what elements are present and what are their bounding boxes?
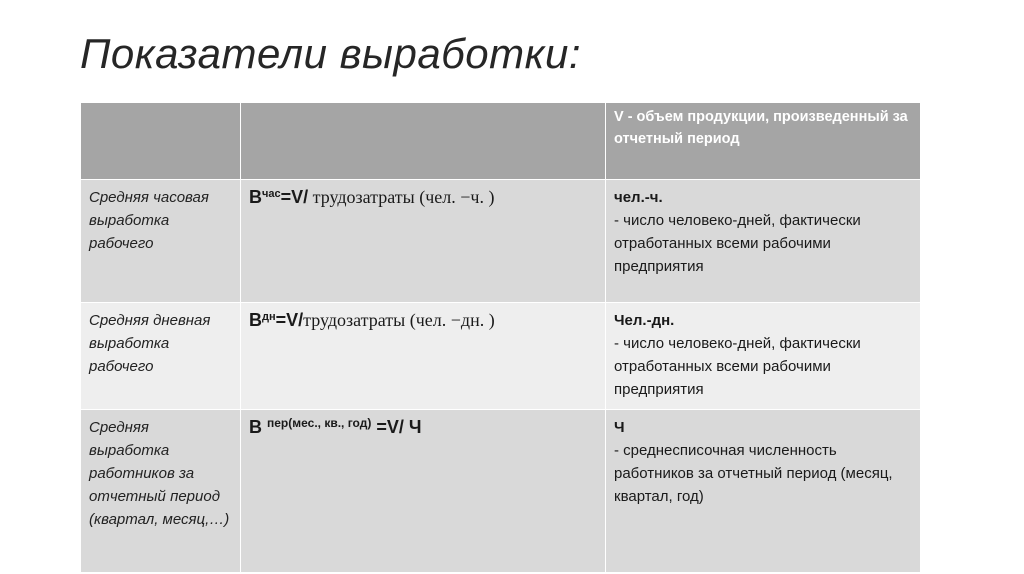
- indicator-name: Средняя дневная выработка рабочего: [81, 303, 241, 410]
- header-cell-volume-note: V - объем продукции, произведенный за отчетный период: [606, 103, 921, 180]
- header-cell-formula: [241, 103, 606, 180]
- table-header-row: [81, 103, 921, 180]
- unit-description: - среднесписочная численность работников за отчетный период (месяц, квартал, год): [614, 442, 893, 505]
- formula-denominator: трудозатраты (чел. −дн. ): [303, 310, 495, 330]
- formula-main: =V/: [280, 187, 309, 207]
- metrics-table: [80, 102, 921, 573]
- formula-main: =V/: [275, 310, 304, 330]
- indicator-formula: [241, 303, 606, 410]
- formula-base: В: [249, 310, 262, 330]
- formula-superscript: пер(мес., кв., год): [267, 416, 372, 430]
- formula-base: В: [249, 417, 267, 437]
- unit-description: - число человеко-дней, фактически отработанных всеми рабочими предприятия: [614, 212, 861, 275]
- formula-main: =V/ Ч: [371, 417, 422, 437]
- indicator-units: [606, 303, 921, 410]
- formula-base: В: [249, 187, 262, 207]
- formula-denominator: трудозатраты (чел. −ч. ): [308, 187, 495, 207]
- unit-title: Чел.-дн.: [614, 312, 675, 329]
- unit-title: Ч: [614, 419, 625, 436]
- indicator-name: Средняя выработка работников за отчетный период (квартал, месяц,…): [81, 410, 241, 573]
- indicator-units: [606, 180, 921, 303]
- indicator-units: [606, 410, 921, 573]
- table-row-period: [81, 410, 921, 573]
- header-cell-name: [81, 103, 241, 180]
- indicator-formula: [241, 180, 606, 303]
- slide-title: Показатели выработки:: [80, 30, 582, 77]
- unit-description: - число человеко-дней, фактически отработанных всеми рабочими предприятия: [614, 335, 861, 398]
- formula-superscript: дн: [262, 311, 276, 323]
- table-row-daily: [81, 303, 921, 410]
- table-row-hourly: [81, 180, 921, 303]
- indicator-name: Средняя часовая выработка рабочего: [81, 180, 241, 303]
- formula-superscript: час: [262, 188, 281, 200]
- unit-title: чел.-ч.: [614, 189, 663, 206]
- indicator-formula: [241, 410, 606, 573]
